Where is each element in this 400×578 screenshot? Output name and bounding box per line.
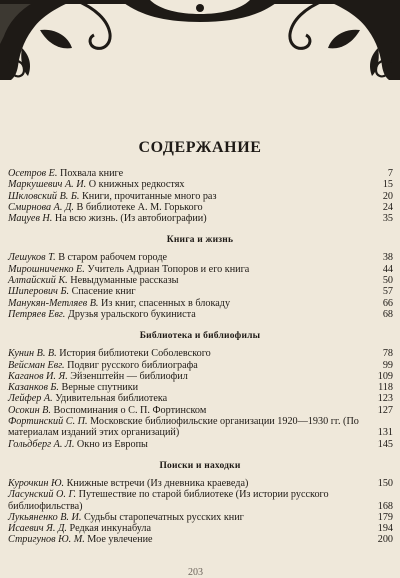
toc-entry[interactable] xyxy=(7,405,393,416)
entry-page-number: 109 xyxy=(377,370,393,382)
entry-text xyxy=(7,168,367,179)
entry-text xyxy=(7,191,367,202)
entry-page-number: 145 xyxy=(377,438,393,450)
entry-page-number: 78 xyxy=(382,348,393,360)
toc-entry[interactable] xyxy=(7,275,393,286)
entry-text xyxy=(7,439,367,450)
entry-author: Каганов И. Я. xyxy=(8,370,68,382)
entry-page-number: 15 xyxy=(382,179,393,191)
entry-title: Мое увлечение xyxy=(87,534,153,546)
entry-author: Осетров Е. xyxy=(8,168,58,179)
toc-entry[interactable] xyxy=(7,393,393,404)
toc-entry[interactable] xyxy=(7,348,393,359)
entry-page-number: 123 xyxy=(377,393,393,405)
entry-text xyxy=(7,264,367,275)
entry-title: В старом рабочем городе xyxy=(58,252,168,264)
toc-entry[interactable] xyxy=(7,371,393,382)
entry-page-number: 194 xyxy=(377,523,393,535)
entry-title: Московские библиофильские организации 1920—1930 гг. (По материалам изданий этих организаций) xyxy=(8,416,359,439)
entry-author: Лешуков Т. xyxy=(8,252,56,264)
entry-author: Казанков Б. xyxy=(8,382,59,394)
entry-title: Удивительная библиотека xyxy=(55,393,168,405)
entry-text xyxy=(7,523,367,534)
toc-section xyxy=(7,235,393,320)
entry-text xyxy=(7,252,367,263)
entry-page-number: 57 xyxy=(382,286,393,298)
toc-entry[interactable] xyxy=(7,309,393,320)
entry-title: В библиотеке А. М. Горького xyxy=(76,201,203,213)
entry-author: Петряев Евг. xyxy=(8,308,66,320)
entry-title: Воспоминания о С. П. Фортинском xyxy=(53,404,207,416)
entry-title: Из книг, спасенных в блокаду xyxy=(101,297,231,309)
entry-title: Спасение книг xyxy=(71,286,136,298)
toc-entry[interactable] xyxy=(7,523,393,534)
page-title: СОДЕРЖАНИЕ xyxy=(138,139,262,156)
entry-title: Путешествие по старой библиотеке (Из истории русского библиофильства) xyxy=(8,489,329,512)
entry-author: Осокин В. xyxy=(8,404,51,416)
entry-text xyxy=(7,179,367,190)
toc-entry[interactable] xyxy=(7,439,393,450)
entry-text xyxy=(7,309,367,320)
entry-author: Исаевич Я. Д. xyxy=(8,523,67,535)
section-heading: Поиски и находки xyxy=(159,460,241,471)
entry-author: Маркушевич А. И. xyxy=(8,179,87,191)
entry-author: Стригунов Ю. М. xyxy=(8,534,85,546)
section-heading: Библиотека и библиофилы xyxy=(139,331,261,342)
toc-section xyxy=(7,331,393,450)
entry-page-number: 66 xyxy=(382,297,393,309)
entry-title: Эйзенштейн — библиофил xyxy=(70,370,188,382)
entry-page-number: 44 xyxy=(382,263,393,275)
entry-text xyxy=(7,393,367,404)
entry-page-number: 200 xyxy=(377,534,393,546)
toc-section xyxy=(7,461,393,546)
entry-title: Невыдуманные рассказы xyxy=(70,275,179,287)
entry-author: Фортинский С. П. xyxy=(8,416,88,428)
entry-text xyxy=(7,416,367,439)
toc-section xyxy=(7,168,393,224)
entry-author: Мацуев Н. xyxy=(8,213,53,225)
toc-entry[interactable] xyxy=(7,534,393,545)
toc-entry[interactable] xyxy=(7,252,393,263)
entry-text xyxy=(7,202,367,213)
toc-entry[interactable] xyxy=(7,213,393,224)
entry-author: Мирошниченко Е. xyxy=(8,263,85,275)
entry-author: Алтайский К. xyxy=(8,275,68,287)
table-of-contents xyxy=(7,168,393,546)
entry-text xyxy=(7,489,367,512)
entry-author: Лейфер А. xyxy=(8,393,53,405)
toc-entry[interactable] xyxy=(7,298,393,309)
entry-title: Книжные встречи (Из дневника краеведа) xyxy=(66,477,249,489)
entry-author: Гольдберг А. Л. xyxy=(8,438,75,450)
floral-ornament-border-icon xyxy=(0,0,400,80)
entry-author: Кунин В. В. xyxy=(8,348,57,360)
toc-entry[interactable] xyxy=(7,179,393,190)
entry-title: Верные спутники xyxy=(61,382,139,394)
entry-text xyxy=(7,512,367,523)
entry-author: Шиперович Б. xyxy=(8,286,70,298)
entry-title: Окно из Европы xyxy=(76,438,148,450)
entry-text xyxy=(7,405,367,416)
entry-title: Учитель Адриан Топоров и его книга xyxy=(87,263,250,275)
entry-page-number: 7 xyxy=(387,168,393,179)
entry-title: Подвиг русского библиографа xyxy=(67,359,198,371)
toc-entry[interactable] xyxy=(7,286,393,297)
toc-entry[interactable] xyxy=(7,512,393,523)
entry-title: Похвала книге xyxy=(59,168,124,179)
entry-text xyxy=(7,213,367,224)
entry-author: Курочкин Ю. xyxy=(8,477,65,489)
entry-page-number: 20 xyxy=(382,190,393,202)
entry-title: Редкая инкунабула xyxy=(69,523,152,535)
entry-page-number: 118 xyxy=(378,382,393,394)
entry-page-number: 38 xyxy=(382,252,393,264)
toc-entry[interactable] xyxy=(7,202,393,213)
toc-entry[interactable] xyxy=(7,168,393,179)
section-heading: Книга и жизнь xyxy=(166,235,234,246)
entry-title: О книжных редкостях xyxy=(88,179,185,191)
toc-entry[interactable] xyxy=(7,416,393,439)
entry-page-number: 35 xyxy=(382,213,393,225)
page-number: 203 xyxy=(188,567,203,578)
entry-title: На всю жизнь. (Из автобиографии) xyxy=(54,213,207,225)
entry-page-number: 168 xyxy=(377,500,393,512)
entry-page-number: 99 xyxy=(382,359,393,371)
entry-text xyxy=(7,286,367,297)
entry-author: Манукян-Метляев В. xyxy=(8,297,99,309)
entry-page-number: 179 xyxy=(377,511,393,523)
entry-title: История библиотеки Соболевского xyxy=(59,348,211,360)
entry-text xyxy=(7,275,367,286)
toc-entry[interactable] xyxy=(7,478,393,489)
toc-entry[interactable] xyxy=(7,191,393,202)
entry-page-number: 127 xyxy=(377,404,393,416)
entry-page-number: 24 xyxy=(382,201,393,213)
entry-text xyxy=(7,382,367,393)
entry-text xyxy=(7,360,367,371)
entry-text xyxy=(7,298,367,309)
entry-author: Лукьяненко В. И. xyxy=(8,511,82,523)
entry-page-number: 50 xyxy=(382,275,393,287)
entry-text xyxy=(7,534,367,545)
entry-page-number: 150 xyxy=(377,477,393,489)
entry-title: Судьбы старопечатных русских книг xyxy=(83,511,244,523)
toc-entry[interactable] xyxy=(7,382,393,393)
toc-entry[interactable] xyxy=(7,264,393,275)
entry-text xyxy=(7,478,367,489)
entry-author: Вейсман Евг. xyxy=(8,359,65,371)
entry-author: Шкловский В. Б. xyxy=(8,190,80,202)
entry-page-number: 131 xyxy=(377,427,393,439)
entry-author: Смирнова А. Д. xyxy=(8,201,74,213)
entry-page-number: 68 xyxy=(382,308,393,320)
entry-title: Друзья уральского букиниста xyxy=(67,308,196,320)
entry-text xyxy=(7,371,367,382)
entry-text xyxy=(7,348,367,359)
toc-entry[interactable] xyxy=(7,360,393,371)
entry-title: Книги, прочитанные много раз xyxy=(81,190,217,202)
toc-entry[interactable] xyxy=(7,489,393,512)
entry-author: Ласунский О. Г. xyxy=(8,489,77,501)
